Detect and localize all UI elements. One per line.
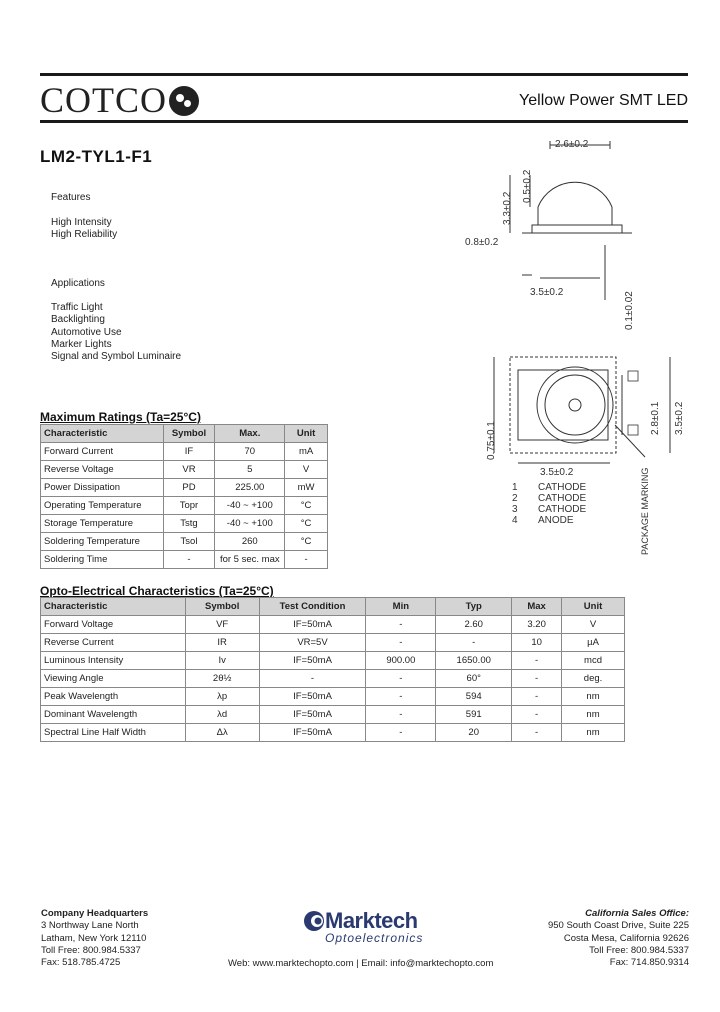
cotco-logo <box>40 80 199 120</box>
table-cell: λp <box>185 688 259 706</box>
table-cell: mA <box>285 443 328 461</box>
col-header: Test Condition <box>259 598 366 616</box>
table-cell: Power Dissipation <box>41 479 164 497</box>
pin-num: 4 <box>512 515 518 526</box>
table-cell: 3.20 <box>512 616 562 634</box>
table-row <box>41 724 625 742</box>
table-cell: 591 <box>436 706 512 724</box>
table-cell: - <box>366 670 436 688</box>
list-item: Backlighting <box>51 314 105 326</box>
dim-side-left: 0.75±0.1 <box>486 421 497 460</box>
marktech-logo-icon <box>303 910 325 932</box>
logo-mark-icon <box>169 86 199 116</box>
table-cell: - <box>366 706 436 724</box>
table-cell: mW <box>285 479 328 497</box>
table-cell: °C <box>285 515 328 533</box>
table-cell: 260 <box>215 533 285 551</box>
table-row <box>41 551 328 569</box>
table-cell: VR <box>163 461 215 479</box>
features-heading: Features <box>51 192 91 203</box>
col-header: Max <box>512 598 562 616</box>
table-cell: - <box>436 634 512 652</box>
table-cell: Luminous Intensity <box>41 652 186 670</box>
hq-line: 3 Northway Lane North <box>41 920 139 932</box>
table-cell: nm <box>562 706 625 724</box>
table-cell: 10 <box>512 634 562 652</box>
table-cell: IF=50mA <box>259 652 366 670</box>
dim-pitch: 3.5±0.2 <box>530 287 564 298</box>
table-cell: 1650.00 <box>436 652 512 670</box>
lens-outer <box>537 367 613 443</box>
table-cell: IF=50mA <box>259 616 366 634</box>
ca-line: Costa Mesa, California 92626 <box>563 932 689 944</box>
applications-list <box>51 302 181 363</box>
table-cell: - <box>285 551 328 569</box>
table-cell: Viewing Angle <box>41 670 186 688</box>
table-row <box>41 533 328 551</box>
table-cell: λd <box>185 706 259 724</box>
top-rule <box>40 73 688 76</box>
col-header: Symbol <box>163 425 215 443</box>
marktech-logo <box>303 908 423 945</box>
features-list <box>51 217 117 242</box>
table-cell: - <box>366 616 436 634</box>
table-cell: 70 <box>215 443 285 461</box>
table-cell: mcd <box>562 652 625 670</box>
pin-num: 3 <box>512 504 518 515</box>
table-cell: nm <box>562 688 625 706</box>
dim-thick: 0.1±0.02 <box>624 291 635 330</box>
dim-dome: 0.5±0.2 <box>522 169 533 203</box>
table-cell: Operating Temperature <box>41 497 164 515</box>
table-cell: VR=5V <box>259 634 366 652</box>
logo-text: COTCO <box>40 80 168 120</box>
col-header: Characteristic <box>41 598 186 616</box>
ca-line: Toll Free: 800.984.5337 <box>589 944 689 956</box>
table-cell: Δλ <box>185 724 259 742</box>
table-row <box>41 652 625 670</box>
table-cell: 900.00 <box>366 652 436 670</box>
dim-lead: 0.8±0.2 <box>465 237 499 248</box>
applications-heading: Applications <box>51 278 105 289</box>
lens-inner <box>545 375 605 435</box>
package-marking-label: PACKAGE MARKING <box>640 467 650 555</box>
table-cell: Reverse Current <box>41 634 186 652</box>
ca-title: California Sales Office: <box>585 908 689 919</box>
pin-name: CATHODE <box>538 482 587 493</box>
table-cell: Spectral Line Half Width <box>41 724 186 742</box>
table-row <box>41 688 625 706</box>
package-body-side <box>532 225 622 233</box>
table-cell: 225.00 <box>215 479 285 497</box>
table-cell: - <box>366 688 436 706</box>
table-cell: Soldering Temperature <box>41 533 164 551</box>
opto-table <box>40 597 625 742</box>
table-cell: - <box>512 670 562 688</box>
brand-name: Marktech <box>325 908 418 933</box>
table-cell: 2.60 <box>436 616 512 634</box>
table-header-row <box>41 425 328 443</box>
table-cell: Soldering Time <box>41 551 164 569</box>
table-cell: PD <box>163 479 215 497</box>
table-cell: - <box>512 652 562 670</box>
list-item: Automotive Use <box>51 326 122 338</box>
list-item: Traffic Light <box>51 302 103 313</box>
table-cell: Tstg <box>163 515 215 533</box>
doc-title: Yellow Power SMT LED <box>519 92 688 109</box>
table-cell: -40 ~ +100 <box>215 515 285 533</box>
col-header: Max. <box>215 425 285 443</box>
pin-name: ANODE <box>538 515 574 526</box>
hq-line: Toll Free: 800.984.5337 <box>41 944 141 956</box>
table-row <box>41 443 328 461</box>
table-row <box>41 616 625 634</box>
list-item: High Reliability <box>51 229 118 241</box>
table-cell: - <box>512 724 562 742</box>
hq-block <box>41 908 148 969</box>
table-row <box>41 670 625 688</box>
table-cell: for 5 sec. max <box>215 551 285 569</box>
table-cell: IF <box>163 443 215 461</box>
col-header: Symbol <box>185 598 259 616</box>
table-cell: - <box>259 670 366 688</box>
table-cell: -40 ~ +100 <box>215 497 285 515</box>
table-row <box>41 515 328 533</box>
col-header: Typ <box>436 598 512 616</box>
table-row <box>41 479 328 497</box>
table-cell: °C <box>285 533 328 551</box>
col-header: Unit <box>285 425 328 443</box>
table-row <box>41 461 328 479</box>
list-item: Marker Lights <box>51 338 112 350</box>
table-cell: Tsol <box>163 533 215 551</box>
dim-inner: 2.8±0.1 <box>650 401 661 435</box>
table-cell: 60° <box>436 670 512 688</box>
table-cell: Forward Voltage <box>41 616 186 634</box>
col-header: Min <box>366 598 436 616</box>
dim-height: 3.3±0.2 <box>502 191 513 225</box>
web-email-line[interactable]: Web: www.marktechopto.com | Email: info@marktechopto.com <box>228 958 494 969</box>
table-cell: µA <box>562 634 625 652</box>
table-cell: Forward Current <box>41 443 164 461</box>
brand-sub: Optoelectronics <box>325 931 424 945</box>
table-cell: Topr <box>163 497 215 515</box>
ca-line: 950 South Coast Drive, Suite 225 <box>547 920 689 932</box>
table-row <box>41 634 625 652</box>
table-cell: - <box>163 551 215 569</box>
table-cell: °C <box>285 497 328 515</box>
table-cell: Iv <box>185 652 259 670</box>
table-cell: IF=50mA <box>259 724 366 742</box>
table-header-row <box>41 598 625 616</box>
col-header: Characteristic <box>41 425 164 443</box>
table-cell: Dominant Wavelength <box>41 706 186 724</box>
max-ratings-table <box>40 424 328 569</box>
hq-line: Latham, New York 12110 <box>41 932 147 944</box>
table-cell: V <box>562 616 625 634</box>
list-item: High Intensity <box>51 217 112 228</box>
dim-bottom: 3.5±0.2 <box>540 467 574 478</box>
package-drawing <box>450 135 700 555</box>
ca-block <box>548 908 689 969</box>
table-cell: VF <box>185 616 259 634</box>
table-cell: nm <box>562 724 625 742</box>
table-cell: - <box>366 634 436 652</box>
max-ratings-title: Maximum Ratings (Ta=25°C) <box>40 410 201 424</box>
col-header: Unit <box>562 598 625 616</box>
dim-side-right: 3.5±0.2 <box>674 401 685 435</box>
table-cell: Peak Wavelength <box>41 688 186 706</box>
pin-name: CATHODE <box>538 504 587 515</box>
table-cell: Reverse Voltage <box>41 461 164 479</box>
pin-num: 1 <box>512 482 518 493</box>
table-cell: V <box>285 461 328 479</box>
table-cell: 594 <box>436 688 512 706</box>
table-cell: - <box>512 706 562 724</box>
table-cell: - <box>512 688 562 706</box>
table-row <box>41 497 328 515</box>
table-cell: Storage Temperature <box>41 515 164 533</box>
table-cell: IF=50mA <box>259 706 366 724</box>
hq-line: Fax: 518.785.4725 <box>41 957 121 969</box>
list-item: Signal and Symbol Luminaire <box>51 351 182 363</box>
dome-outline <box>538 182 612 207</box>
chip-icon <box>569 399 581 411</box>
pin-num: 2 <box>512 493 518 504</box>
table-cell: 5 <box>215 461 285 479</box>
table-row <box>41 706 625 724</box>
ca-line: Fax: 714.850.9314 <box>609 957 689 969</box>
table-cell: deg. <box>562 670 625 688</box>
package-body-top <box>518 370 608 440</box>
dim-width-top: 2.6±0.2 <box>555 139 589 150</box>
pin-name: CATHODE <box>538 493 587 504</box>
part-number: LM2-TYL1-F1 <box>40 147 153 166</box>
table-cell: 20 <box>436 724 512 742</box>
table-cell: 2θ½ <box>185 670 259 688</box>
table-cell: IR <box>185 634 259 652</box>
opto-title: Opto-Electrical Characteristics (Ta=25°C) <box>40 584 274 598</box>
hq-title: Company Headquarters <box>41 908 149 919</box>
table-cell: - <box>366 724 436 742</box>
table-cell: IF=50mA <box>259 688 366 706</box>
header-rule <box>40 120 688 123</box>
